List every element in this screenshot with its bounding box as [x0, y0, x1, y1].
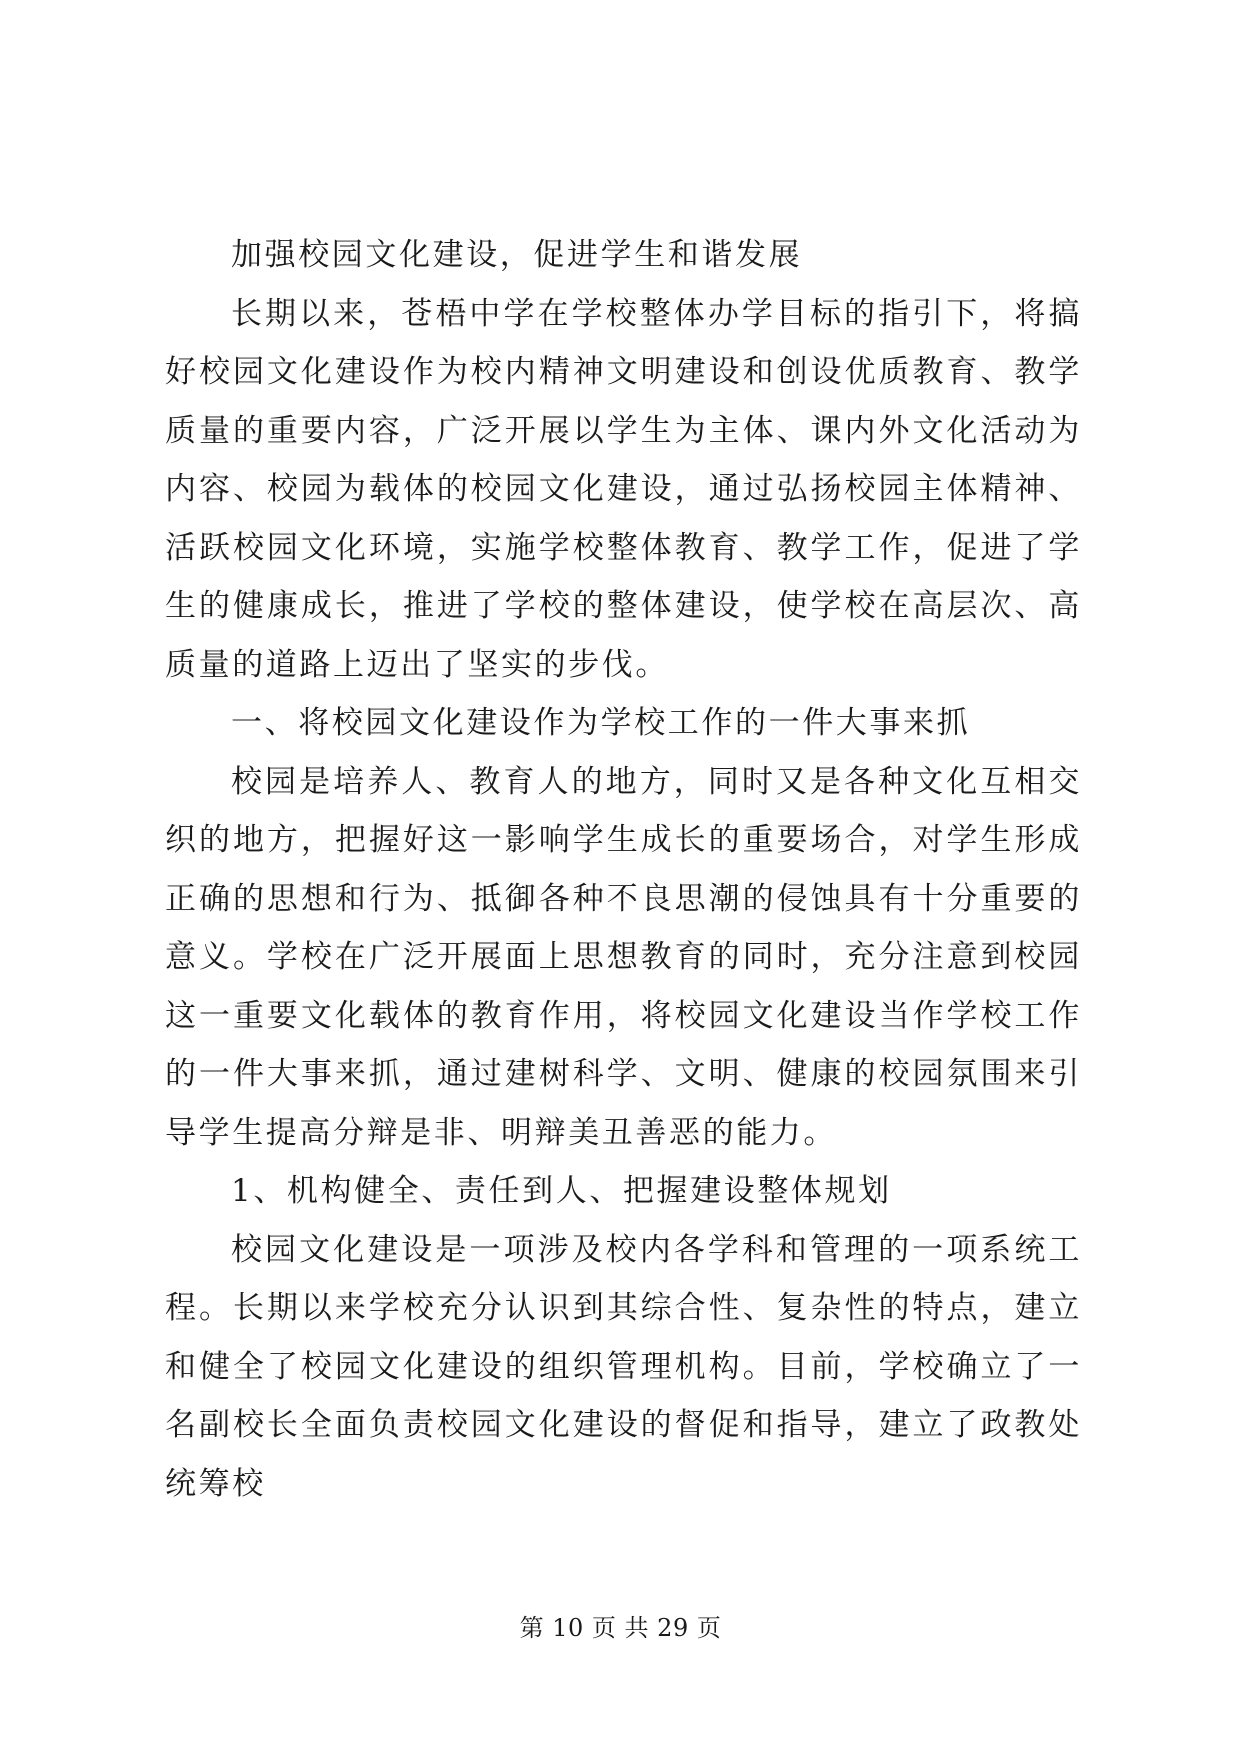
paragraph-section-1: 校园是培养人、教育人的地方，同时又是各种文化互相交织的地方，把握好这一影响学生成长的重要场合，对学生形成正确的思想和行为、抵御各种不良思潮的侵蚀具有十分重要的意义。学校在广泛开展面上思想教育的同时，充分注意到校园这一重要文化载体的教育作用，将校园文化建设当作学校工作的一件大事来抓，通过建树科学、文明、健康的校园氛围来引导学生提高分辩是非、明辩美丑善恶的能力。: [165, 763, 1082, 1151]
document-body: [165, 226, 1082, 1513]
document-title: 加强校园文化建设，促进学生和谐发展: [231, 237, 803, 273]
page-footer: 第 10 页 共 29 页: [519, 1614, 722, 1642]
subsection-heading-1: 1、机构健全、责任到人、把握建设整体规划: [231, 1173, 892, 1209]
paragraph-subsection-1: 校园文化建设是一项涉及校内各学科和管理的一项系统工程。长期以来学校充分认识到其综合性、复杂性的特点，建立和健全了校园文化建设的组织管理机构。目前，学校确立了一名副校长全面负责校园文化建设的督促和指导，建立了政教处统筹校: [165, 1231, 1082, 1502]
section-heading-1: 一、将校园文化建设作为学校工作的一件大事来抓: [231, 705, 971, 741]
paragraph-intro: 长期以来，苍梧中学在学校整体办学目标的指引下，将搞好校园文化建设作为校内精神文明建设和创设优质教育、教学质量的重要内容，广泛开展以学生为主体、课内外文化活动为内容、校园为载体的校园文化建设，通过弘扬校园主体精神、活跃校园文化环境，实施学校整体教育、教学工作，促进了学生的健康成长，推进了学校的整体建设，使学校在高层次、高质量的道路上迈出了坚实的步伐。: [165, 295, 1082, 683]
